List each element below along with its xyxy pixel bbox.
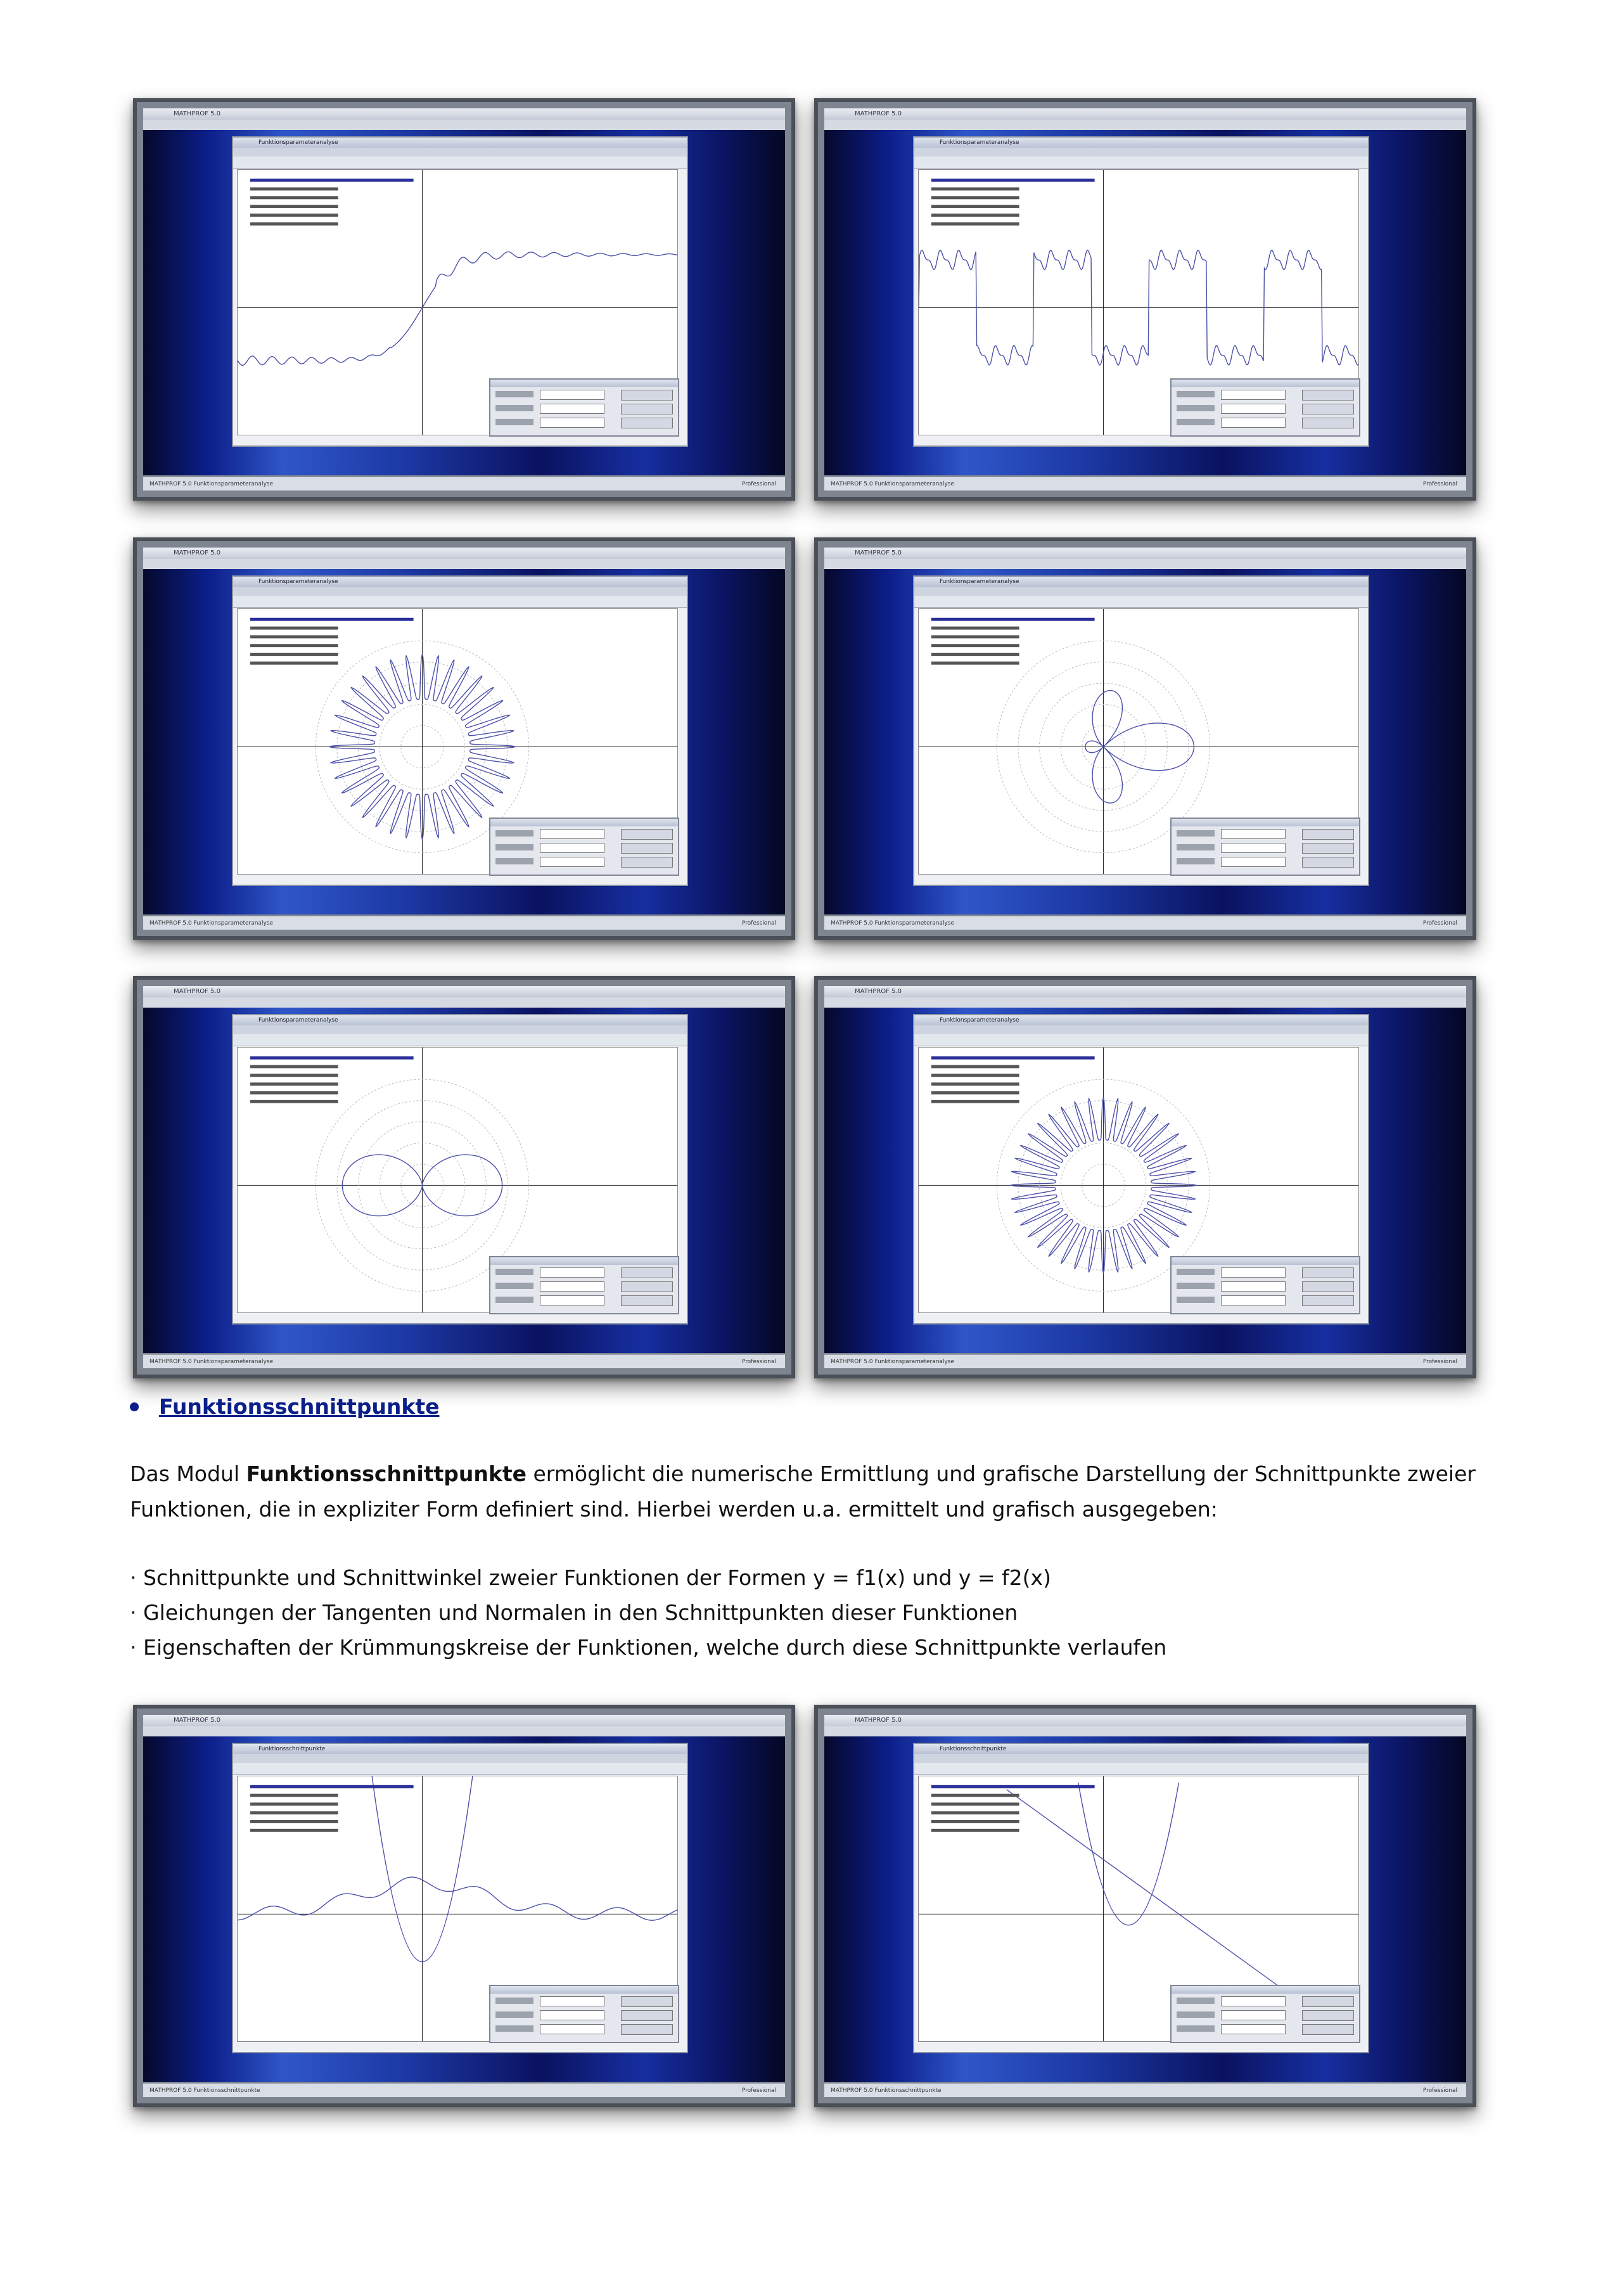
parameter-field[interactable] [1221, 1281, 1286, 1292]
parameter-field[interactable] [1221, 390, 1286, 400]
formula-text-line [250, 618, 414, 621]
status-module: MATHPROF 5.0 Funktionsparameteranalyse [150, 481, 273, 487]
module-window [232, 136, 688, 447]
formula-text-line [250, 196, 338, 199]
formula-text-line [931, 179, 1095, 182]
parameter-field[interactable] [1221, 2010, 1286, 2020]
module-tabs[interactable] [914, 587, 1368, 596]
formula-text-line [931, 1056, 1095, 1060]
parameter-dialog-title [1172, 1257, 1359, 1265]
module-window [913, 1014, 1369, 1324]
status-bar [824, 477, 1466, 491]
parameter-button[interactable] [621, 1996, 673, 2007]
heading-link[interactable]: Funktionsschnittpunkte [159, 1394, 440, 1419]
bullet-icon [130, 1402, 139, 1411]
para-rest: ermöglicht die numerische Ermittlung und grafische Darstellung der Schnittpunkte zweier Funktionen, die in expliziter Form definiert sind. Hierbei werden u.a. ermittelt und grafisch ausgegeben: [130, 1461, 1476, 1522]
app-screenshot [814, 1705, 1476, 2107]
module-window [232, 1743, 688, 2053]
formula-text-line [250, 188, 338, 191]
menu-bar [824, 997, 1466, 1008]
app-screenshot [133, 1705, 795, 2107]
formula-text-line [250, 214, 338, 217]
formula-text-line [931, 222, 1019, 226]
menu-bar [143, 559, 785, 569]
status-bar [143, 477, 785, 491]
simulation-button[interactable] [1302, 2010, 1354, 2021]
parameter-field[interactable] [540, 2024, 604, 2034]
formula-text-line [931, 1820, 1019, 1823]
window-titlebar [143, 986, 785, 997]
formula-text-line [250, 222, 338, 226]
print-button[interactable] [621, 1295, 673, 1306]
parameter-button[interactable] [1302, 390, 1354, 401]
formula-text-line [250, 179, 414, 182]
menu-bar [143, 997, 785, 1008]
parameter-field[interactable] [540, 418, 604, 428]
parameter-dialog [489, 1985, 679, 2043]
parameter-field[interactable] [540, 404, 604, 414]
parameter-field[interactable] [540, 1281, 604, 1292]
parameter-field[interactable] [540, 857, 604, 867]
app-title: MATHPROF 5.0 [855, 110, 902, 117]
formula-text-line [250, 1794, 338, 1797]
parameter-field[interactable] [1221, 404, 1286, 414]
parameter-field[interactable] [1221, 2024, 1286, 2034]
status-bar [824, 2083, 1466, 2097]
formula-text-line [250, 1074, 338, 1077]
status-edition: Professional [741, 1359, 776, 1365]
parameter-dialog-title [1172, 380, 1359, 387]
formula-text-line [250, 1100, 338, 1103]
parameter-field[interactable] [540, 1295, 604, 1305]
status-bar [824, 916, 1466, 930]
parameter-dialog-title [490, 819, 678, 826]
formula-text-line [931, 1802, 1019, 1805]
para-bold: Funktionsschnittpunkte [246, 1461, 527, 1486]
feature-item: · Schnittpunkte und Schnittwinkel zweier Funktionen der Formen y = f1(x) und y = f2(x) [130, 1565, 1051, 1590]
print-button[interactable] [621, 2024, 673, 2035]
parameter-button[interactable] [1302, 1267, 1354, 1278]
parameter-dialog-title [490, 1986, 678, 1994]
module-window-title: Funktionsparameteranalyse [914, 138, 1368, 148]
status-module: MATHPROF 5.0 Funktionsparameteranalyse [831, 920, 954, 927]
parameter-dialog-title [490, 1257, 678, 1265]
module-window-title: Funktionsparameteranalyse [914, 577, 1368, 587]
function-curve [238, 252, 677, 365]
parameter-field[interactable] [1221, 1295, 1286, 1305]
formula-text-line [931, 1074, 1019, 1077]
print-button[interactable] [1302, 857, 1354, 868]
module-toolbar[interactable] [233, 1763, 687, 1775]
window-titlebar [143, 108, 785, 120]
module-toolbar[interactable] [233, 157, 687, 169]
module-toolbar[interactable] [914, 596, 1368, 608]
module-tabs[interactable] [914, 1025, 1368, 1034]
formula-text-line [250, 662, 338, 665]
formula-text-line [931, 653, 1019, 656]
module-toolbar[interactable] [914, 157, 1368, 169]
parameter-dialog-title [1172, 819, 1359, 826]
status-bar [143, 2083, 785, 2097]
window-titlebar [824, 548, 1466, 559]
menu-bar [143, 120, 785, 130]
status-edition: Professional [1422, 1359, 1457, 1365]
status-edition: Professional [741, 920, 776, 927]
formula-text-line [931, 662, 1019, 665]
status-module: MATHPROF 5.0 Funktionsschnittpunkte [150, 2088, 260, 2094]
simulation-button[interactable] [621, 843, 673, 854]
module-tabs[interactable] [233, 587, 687, 596]
parameter-field[interactable] [540, 2010, 604, 2020]
formula-text-line [931, 627, 1019, 630]
simulation-button[interactable] [1302, 404, 1354, 414]
formula-text-line [931, 196, 1019, 199]
formula-text-line [931, 1829, 1019, 1832]
formula-text-line [931, 1082, 1019, 1086]
formula-text-line [931, 1100, 1019, 1103]
status-bar [824, 1354, 1466, 1368]
module-toolbar[interactable] [233, 596, 687, 608]
parameter-field[interactable] [540, 390, 604, 400]
formula-text-line [250, 205, 338, 208]
formula-text-line [931, 1785, 1095, 1788]
app-title: MATHPROF 5.0 [855, 549, 902, 556]
window-titlebar [143, 1715, 785, 1726]
module-window-title: Funktionsparameteranalyse [233, 138, 687, 148]
formula-text-line [250, 1811, 338, 1814]
formula-text-line [931, 1091, 1019, 1094]
module-window-title: Funktionsschnittpunkte [914, 1744, 1368, 1754]
module-toolbar[interactable] [914, 1763, 1368, 1775]
window-titlebar [824, 986, 1466, 997]
module-window-title: Funktionsparameteranalyse [914, 1015, 1368, 1025]
menu-bar [143, 1726, 785, 1736]
app-screenshot [133, 976, 795, 1378]
module-window-title: Funktionsparameteranalyse [233, 1015, 687, 1025]
module-tabs[interactable] [233, 148, 687, 157]
app-title: MATHPROF 5.0 [174, 988, 221, 995]
simulation-button[interactable] [621, 2010, 673, 2021]
status-edition: Professional [1422, 2088, 1457, 2094]
window-titlebar [824, 108, 1466, 120]
status-bar [143, 1354, 785, 1368]
formula-text-line [250, 1065, 338, 1068]
parameter-dialog [489, 818, 679, 876]
formula-text-line [250, 644, 338, 647]
parameter-field[interactable] [1221, 829, 1286, 839]
status-module: MATHPROF 5.0 Funktionsparameteranalyse [831, 1359, 954, 1365]
feature-item: · Gleichungen der Tangenten und Normalen in den Schnittpunkten dieser Funktionen [130, 1600, 1018, 1625]
parameter-field[interactable] [1221, 857, 1286, 867]
parameter-button[interactable] [621, 1267, 673, 1278]
formula-text-line [931, 1065, 1019, 1068]
status-module: MATHPROF 5.0 Funktionsparameteranalyse [150, 1359, 273, 1365]
module-window [913, 1743, 1369, 2053]
module-window [913, 136, 1369, 447]
status-edition: Professional [741, 2088, 776, 2094]
parameter-button[interactable] [1302, 829, 1354, 840]
formula-text-line [931, 618, 1095, 621]
simulation-button[interactable] [621, 404, 673, 414]
status-module: MATHPROF 5.0 Funktionsparameteranalyse [831, 481, 954, 487]
app-screenshot [133, 98, 795, 501]
print-button[interactable] [1302, 2024, 1354, 2035]
print-button[interactable] [1302, 1295, 1354, 1306]
module-tabs[interactable] [914, 1754, 1368, 1763]
formula-text-line [931, 205, 1019, 208]
menu-bar [824, 1726, 1466, 1736]
formula-text-line [250, 1082, 338, 1086]
status-edition: Professional [741, 481, 776, 487]
simulation-button[interactable] [621, 1281, 673, 1292]
app-title: MATHPROF 5.0 [855, 988, 902, 995]
parameter-field[interactable] [1221, 843, 1286, 853]
print-button[interactable] [621, 418, 673, 428]
parameter-dialog [1170, 378, 1360, 437]
window-titlebar [824, 1715, 1466, 1726]
status-module: MATHPROF 5.0 Funktionsparameteranalyse [150, 920, 273, 927]
parameter-dialog [1170, 818, 1360, 876]
parameter-field[interactable] [540, 829, 604, 839]
parameter-field[interactable] [1221, 1267, 1286, 1278]
simulation-button[interactable] [1302, 1281, 1354, 1292]
module-window [232, 1014, 688, 1324]
formula-text-line [250, 1829, 338, 1832]
parameter-field[interactable] [540, 843, 604, 853]
formula-text-line [250, 1785, 414, 1788]
formula-text-line [250, 1091, 338, 1094]
module-tabs[interactable] [233, 1025, 687, 1034]
parameter-field[interactable] [1221, 418, 1286, 428]
print-button[interactable] [621, 857, 673, 868]
print-button[interactable] [1302, 418, 1354, 428]
module-window [232, 575, 688, 886]
status-edition: Professional [1422, 920, 1457, 927]
parameter-button[interactable] [1302, 1996, 1354, 2007]
formula-text-line [931, 214, 1019, 217]
module-window [913, 575, 1369, 886]
app-title: MATHPROF 5.0 [855, 1717, 902, 1724]
formula-text-line [250, 1802, 338, 1805]
section-heading [130, 1394, 440, 1419]
parameter-dialog-title [490, 380, 678, 387]
app-screenshot [814, 98, 1476, 501]
parameter-button[interactable] [621, 829, 673, 840]
app-screenshot [814, 537, 1476, 940]
app-title: MATHPROF 5.0 [174, 549, 221, 556]
parameter-field[interactable] [540, 1267, 604, 1278]
para-prefix: Das Modul [130, 1461, 246, 1486]
parameter-field[interactable] [1221, 1996, 1286, 2006]
formula-text-line [931, 644, 1019, 647]
parameter-dialog-title [1172, 1986, 1359, 1994]
parameter-dialog [489, 1256, 679, 1314]
formula-text-line [931, 1811, 1019, 1814]
formula-text-line [250, 627, 338, 630]
parameter-dialog [1170, 1985, 1360, 2043]
app-title: MATHPROF 5.0 [174, 110, 221, 117]
formula-text-line [931, 1794, 1019, 1797]
parameter-dialog [489, 378, 679, 437]
simulation-button[interactable] [1302, 843, 1354, 854]
status-bar [143, 916, 785, 930]
module-window-title: Funktionsschnittpunkte [233, 1744, 687, 1754]
parameter-button[interactable] [621, 390, 673, 401]
parameter-dialog [1170, 1256, 1360, 1314]
module-tabs[interactable] [914, 148, 1368, 157]
app-title: MATHPROF 5.0 [174, 1717, 221, 1724]
module-window-title: Funktionsparameteranalyse [233, 577, 687, 587]
formula-text-line [931, 635, 1019, 638]
status-edition: Professional [1422, 481, 1457, 487]
app-screenshot [814, 976, 1476, 1378]
menu-bar [824, 559, 1466, 569]
feature-list [130, 1560, 1166, 1665]
formula-text-line [250, 635, 338, 638]
module-toolbar[interactable] [233, 1034, 687, 1046]
parameter-field[interactable] [540, 1996, 604, 2006]
intro-paragraph [130, 1456, 1498, 1527]
module-tabs[interactable] [233, 1754, 687, 1763]
formula-text-line [250, 1820, 338, 1823]
menu-bar [824, 120, 1466, 130]
status-module: MATHPROF 5.0 Funktionsschnittpunkte [831, 2088, 942, 2094]
app-screenshot [133, 537, 795, 940]
window-titlebar [143, 548, 785, 559]
module-toolbar[interactable] [914, 1034, 1368, 1046]
formula-text-line [250, 1056, 414, 1060]
feature-item: · Eigenschaften der Krümmungskreise der Funktionen, welche durch diese Schnittpunkte verlaufen [130, 1635, 1167, 1660]
formula-text-line [250, 653, 338, 656]
formula-text-line [931, 188, 1019, 191]
